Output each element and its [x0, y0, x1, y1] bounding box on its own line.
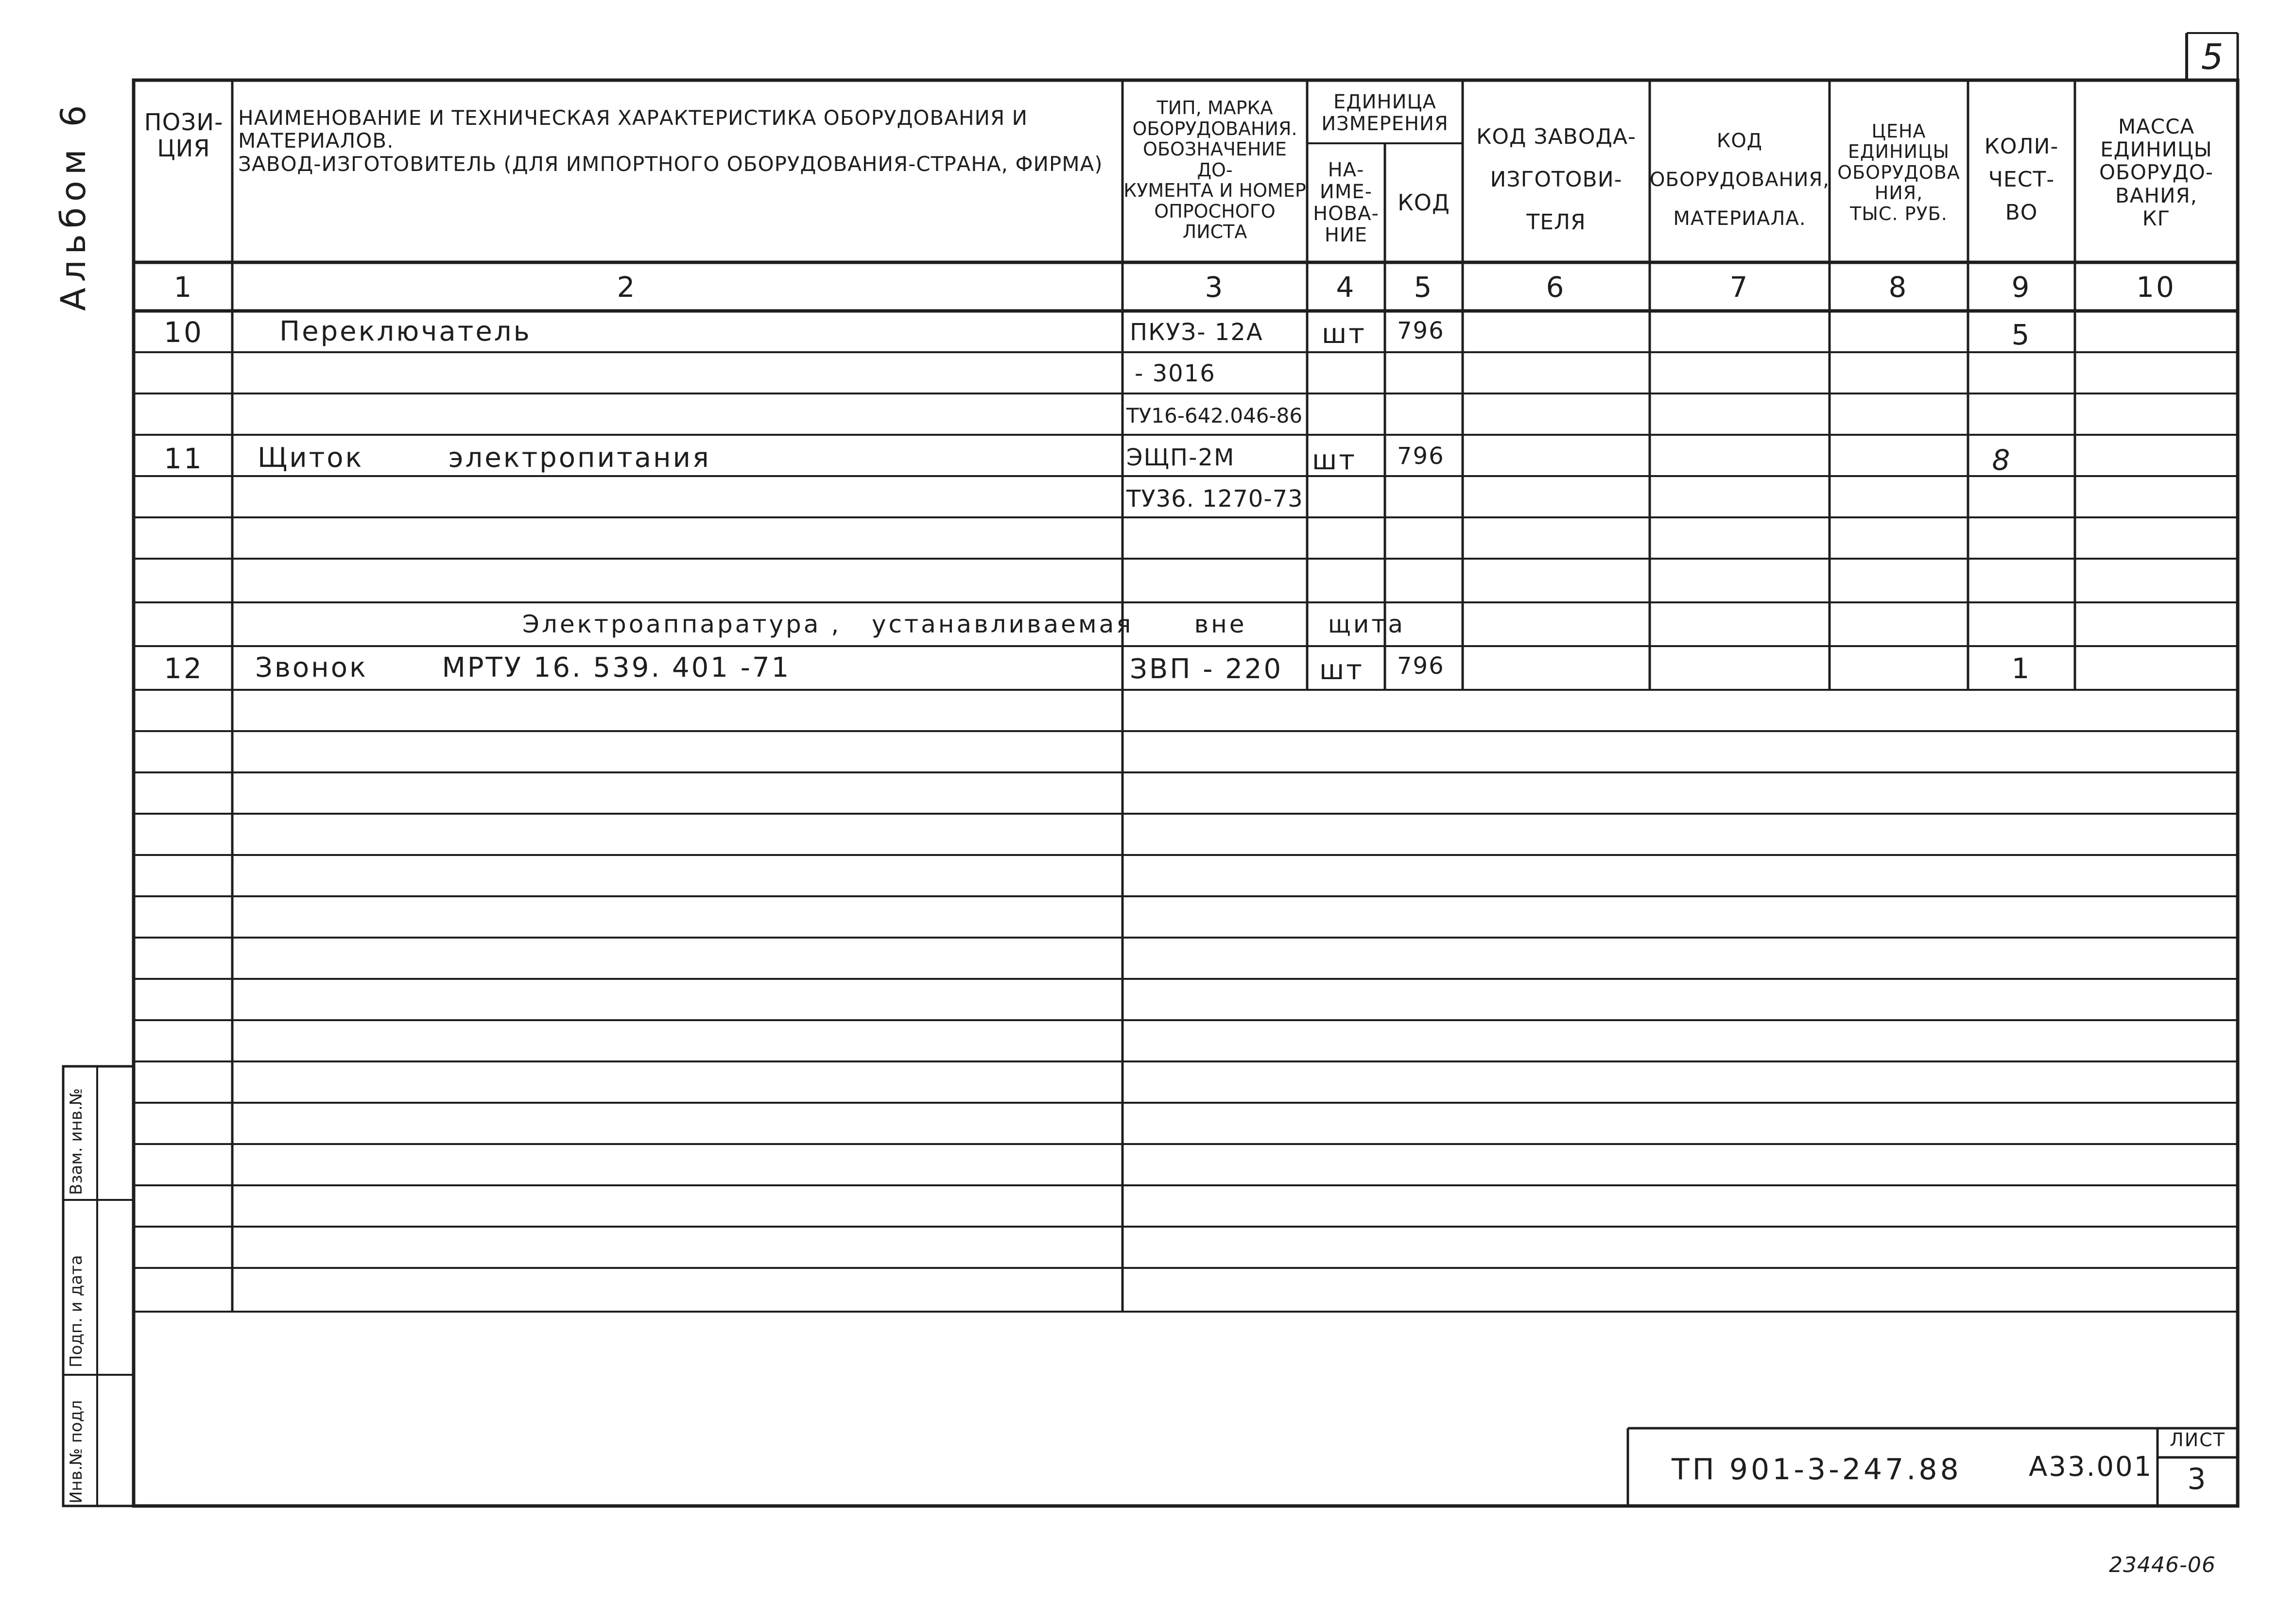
row-unit: шт	[1322, 318, 1366, 350]
row-type: ЗВП - 220	[1130, 653, 1283, 685]
column-number: 10	[2136, 271, 2176, 304]
header-position: ПОЗИ- ЦИЯ	[144, 109, 224, 162]
row-type: - 3016	[1135, 360, 1216, 387]
row-quantity: 1	[2011, 652, 2032, 685]
row-unit: шт	[1312, 444, 1357, 476]
header-unit-name: НА- ИМЕ- НОВА- НИЕ	[1313, 158, 1379, 247]
header-quantity: КОЛИ- ЧЕСТ- ВО	[1984, 134, 2059, 225]
row-name: Переключатель	[279, 316, 532, 347]
column-number: 2	[617, 271, 637, 304]
section-title: Электроаппаратура , устанавливаемая вне щита	[522, 610, 1406, 638]
stamp-replace-inv: Взам. инв.№	[67, 1088, 86, 1195]
sheet-number: 3	[2187, 1462, 2208, 1496]
row-name: Звонок МРТУ 16. 539. 401 -71	[255, 652, 791, 684]
column-number: 1	[173, 271, 194, 304]
header-unit-price: ЦЕНА ЕДИНИЦЫ ОБОРУДОВА НИЯ, ТЫС. РУБ.	[1837, 120, 1960, 224]
stamp-sign-date: Подп. и дата	[67, 1255, 86, 1368]
column-number: 5	[1414, 271, 1434, 304]
header-name: НАИМЕНОВАНИЕ И ТЕХНИЧЕСКАЯ ХАРАКТЕРИСТИКА ОБОРУДОВАНИЯ И МАТЕРИАЛОВ. ЗАВОД-ИЗГОТОВИТЕЛЬ (ДЛЯ ИМПОРТНОГО ОБОРУДОВАНИЯ-СТРАНА, ФИРМА)	[238, 106, 1103, 176]
row-unit-code: 796	[1397, 652, 1445, 680]
page-number: 5	[2201, 36, 2224, 77]
row-type: ПКУЗ- 12А	[1130, 319, 1263, 346]
header-unit-mass: МАССА ЕДИНИЦЫ ОБОРУДО- ВАНИЯ, КГ	[2099, 115, 2213, 230]
header-unit: ЕДИНИЦА ИЗМЕРЕНИЯ	[1321, 90, 1449, 135]
doc-code: ТП 901-3-247.88	[1672, 1453, 1962, 1487]
row-quantity: 5	[2011, 318, 2032, 351]
row-name: Щиток электропитания	[258, 442, 711, 474]
archive-number: 23446-06	[2109, 1553, 2216, 1577]
album-label: Альбом 6	[53, 99, 93, 311]
column-number: 7	[1729, 271, 1750, 304]
row-position: 11	[164, 442, 204, 475]
header-type: ТИП, МАРКА ОБОРУДОВАНИЯ. ОБОЗНАЧЕНИЕ ДО- КУМЕНТА И НОМЕР ОПРОСНОГО ЛИСТА	[1123, 97, 1306, 243]
row-unit-code: 796	[1397, 317, 1445, 344]
row-type: ТУ36. 1270-73	[1126, 485, 1303, 513]
row-type: ЭЩП-2М	[1126, 444, 1235, 471]
sheet-label: ЛИСТ	[2170, 1429, 2226, 1451]
row-position: 10	[164, 316, 204, 349]
column-number: 3	[1205, 271, 1225, 304]
header-equipment-code: КОД ОБОРУДОВАНИЯ, МАТЕРИАЛА.	[1650, 130, 1830, 230]
row-unit-code: 796	[1397, 443, 1445, 470]
doc-sheet-code: А33.001	[2029, 1451, 2153, 1483]
header-unit-code: КОД	[1398, 189, 1450, 216]
column-number: 4	[1336, 271, 1356, 304]
header-factory-code: КОД ЗАВОДА- ИЗГОТОВИ- ТЕЛЯ	[1476, 124, 1636, 235]
column-number: 6	[1546, 271, 1566, 304]
stamp-inv-no: Инв.№ подл	[67, 1400, 86, 1504]
column-number: 9	[2011, 271, 2032, 304]
row-type: ТУ16-642.046-86	[1126, 404, 1303, 427]
column-number: 8	[1888, 271, 1909, 304]
row-unit: шт	[1319, 654, 1364, 686]
row-quantity: 8	[1992, 444, 2012, 477]
row-position: 12	[164, 652, 204, 685]
